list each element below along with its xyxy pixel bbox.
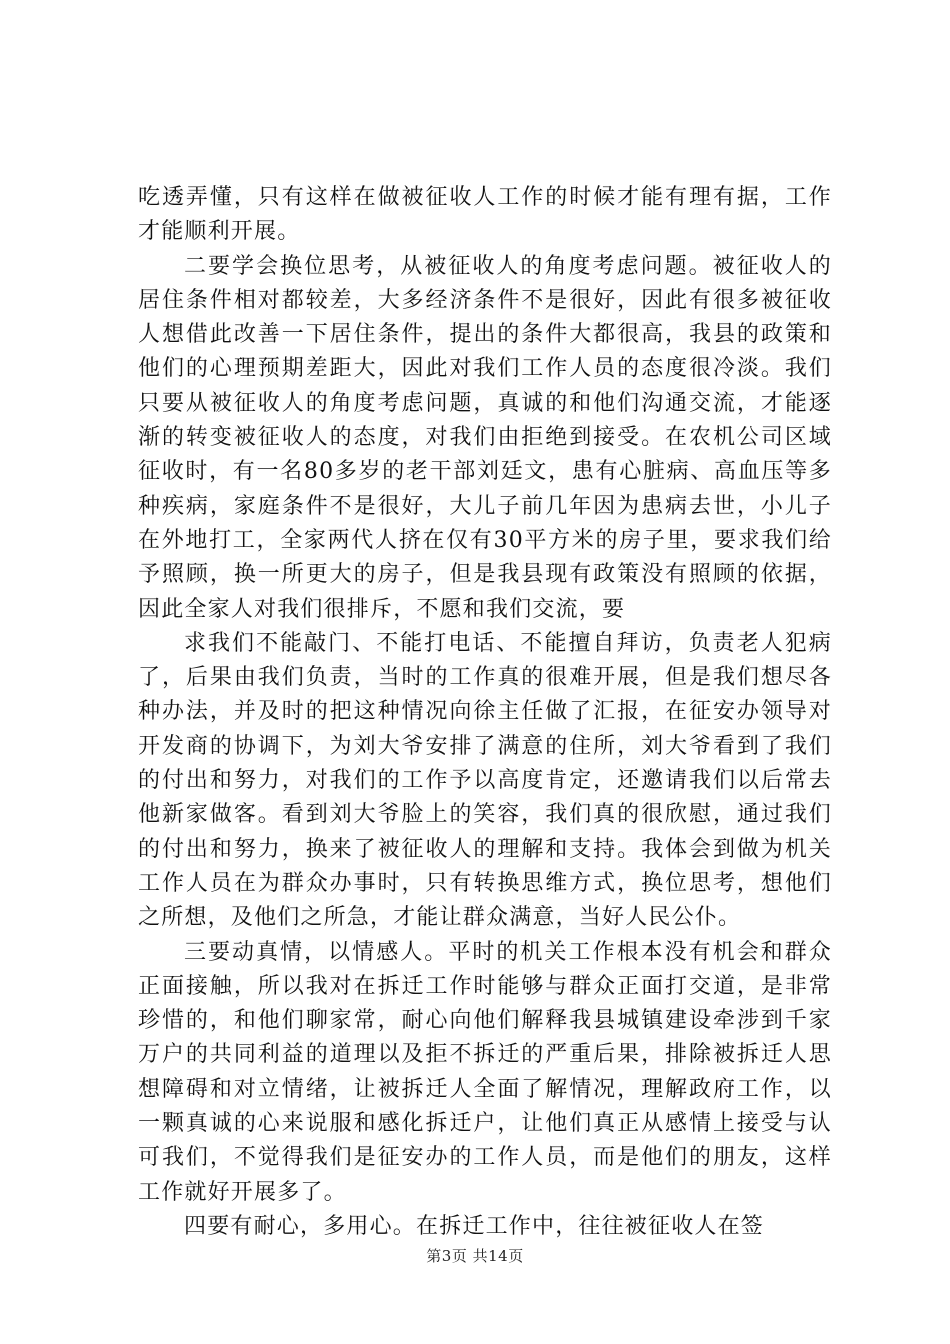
paragraph-5: 四要有耐心，多用心。在拆迁工作中，往往被征收人在签: [184, 1213, 765, 1239]
paragraph-3: 求我们不能敲门、不能打电话、不能擅自拜访，负责老人犯病了，后果由我们负责，当时的工作真的很难开展，但是我们想尽各种办法，并及时的把这种情况向徐主任做了汇报，在征安办领导对开发商的协调下，为刘大爷安排了满意的住所，刘大爷看到了我们的付出和努力，对我们的工作予以高度肯定，还邀请我们以后常去他新家做客。看到刘大爷脸上的笑容，我们真的很欣慰，通过我们的付出和努力，换来了被征收人的理解和支持。我体会到做为机关工作人员在为群众办事时，只有转换思维方式，换位思考，想他们之所想，及他们之所急，才能让群众满意，当好人民公仆。: [138, 630, 832, 931]
page-footer: 第3页 共14页: [426, 1247, 524, 1265]
paragraph-1: 吃透弄懂，只有这样在做被征收人工作的时候才能有理有据，工作才能顺利开展。: [138, 185, 832, 245]
document-body: [138, 181, 832, 1244]
paragraph-4: 三要动真情，以情感人。平时的机关工作根本没有机会和群众正面接触，所以我对在拆迁工作时能够与群众正面打交道，是非常珍惜的，和他们聊家常，耐心向他们解释我县城镇建设牵涉到千家万户的共同利益的道理以及拒不拆迁的严重后果，排除被拆迁人思想障碍和对立情绪，让被拆迁人全面了解情况，理解政府工作，以一颗真诚的心来说服和感化拆迁户，让他们真正从感情上接受与认可我们，不觉得我们是征安办的工作人员，而是他们的朋友，这样工作就好开展多了。: [138, 939, 832, 1205]
paragraph-2: 二要学会换位思考，从被征收人的角度考虑问题。被征收人的居住条件相对都较差，大多经济条件不是很好，因此有很多被征收人想借此改善一下居住条件，提出的条件大都很高，我县的政策和他们的心理预期差距大，因此对我们工作人员的态度很冷淡。我们只要从被征收人的角度考虑问题，真诚的和他们沟通交流，才能逐渐的转变被征收人的态度，对我们由拒绝到接受。在农机公司区域征收时，有一名80多岁的老干部刘廷文，患有心脏病、高血压等多种疾病，家庭条件不是很好，大儿子前几年因为患病去世，小儿子在外地打工，全家两代人挤在仅有30平方米的房子里，要求我们给予照顾，换一所更大的房子，但是我县现有政策没有照顾的依据，因此全家人对我们很排斥，不愿和我们交流，要: [138, 253, 832, 622]
